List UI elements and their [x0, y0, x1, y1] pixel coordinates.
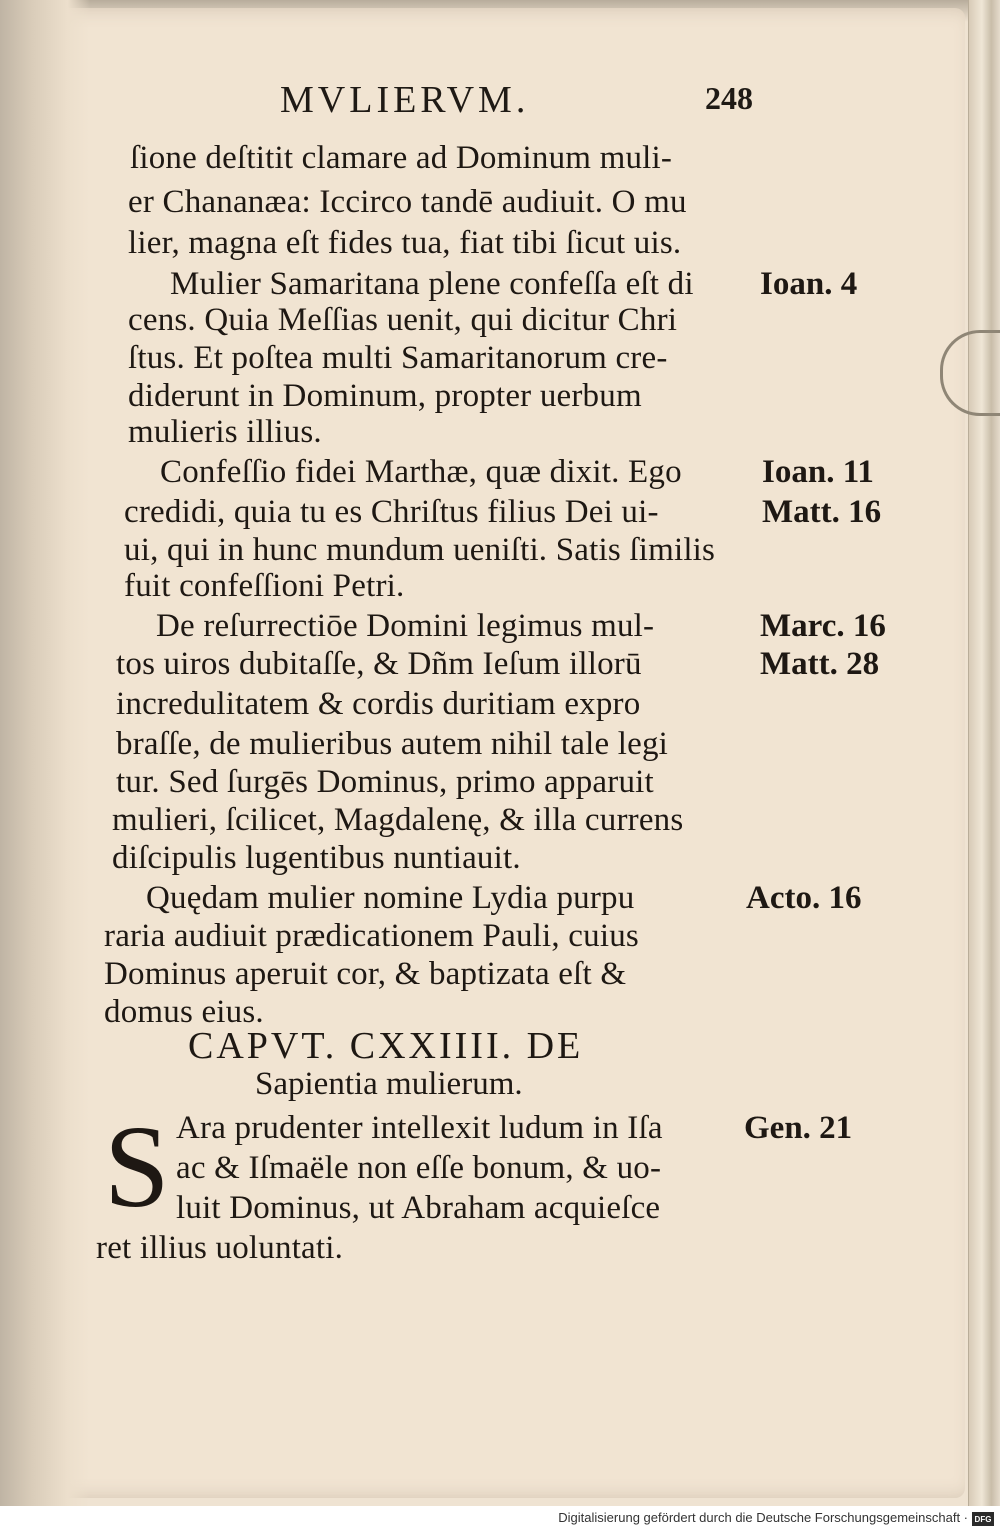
facing-page-edge	[968, 0, 1000, 1506]
margin-reference: Matt. 16	[762, 494, 882, 530]
text-line: domus eius.	[104, 994, 264, 1030]
text-line: ui, qui in hunc mundum ueniſti. Satis ſimilis	[124, 532, 716, 568]
text-line: incredulitatem & cordis duritiam expro	[116, 686, 641, 722]
text-line: credidi, quia tu es Chriſtus filius Dei ui-	[124, 494, 659, 530]
margin-reference: Ioan. 11	[762, 454, 874, 490]
text-line: lier, magna eſt fides tua, fiat tibi ſicut uis.	[128, 225, 682, 261]
text-line: luit Dominus, ut Abraham acquieſce	[176, 1190, 661, 1226]
text-line: diſcipulis lugentibus nuntiauit.	[112, 840, 521, 876]
text-line: Confeſſio fidei Marthæ, quæ dixit. Ego	[160, 454, 682, 490]
text-line: er Chananæa: Iccirco tandē audiuit. O mu	[128, 184, 687, 220]
text-line: diderunt in Dominum, propter uerbum	[128, 378, 642, 414]
text-line: braſſe, de mulieribus autem nihil tale legi	[116, 726, 669, 762]
chapter-heading: CAPVT. CXXIIII. DE	[188, 1025, 584, 1067]
margin-reference: Marc. 16	[760, 608, 886, 644]
page-number: 248	[705, 80, 753, 116]
text-line: mulieris illius.	[128, 414, 322, 450]
text-line: Dominus aperuit cor, & baptizata eſt &	[104, 956, 627, 992]
text-line: tos uiros dubitaſſe, & Dñm Ieſum illorū	[116, 646, 642, 682]
text-line: Mulier Samaritana plene confeſſa eſt di	[170, 266, 694, 302]
margin-reference: Acto. 16	[746, 880, 862, 916]
margin-reference: Matt. 28	[760, 646, 880, 682]
text-line: tur. Sed ſurgēs Dominus, primo apparuit	[116, 764, 654, 800]
drop-capital: S	[104, 1101, 170, 1232]
text-line: raria audiuit prædicationem Pauli, cuius	[104, 918, 639, 954]
running-title: MVLIERVM.	[280, 79, 530, 121]
dfg-logo-icon: DFG	[972, 1512, 994, 1526]
text-line: ſione deſtitit clamare ad Dominum muli-	[130, 140, 673, 176]
text-line: ac & Iſmaële non eſſe bonum, & uo-	[176, 1150, 662, 1186]
binding-gutter	[0, 0, 90, 1506]
text-line: Quędam mulier nomine Lydia purpu	[146, 880, 635, 916]
text-line: De reſurrectiōe Domini legimus mul-	[156, 608, 655, 644]
footer-bar	[0, 1506, 1000, 1532]
funding-credit: Digitalisierung gefördert durch die Deutsche Forschungsgemeinschaft ·	[558, 1510, 968, 1525]
text-line: ſtus. Et poſtea multi Samaritanorum cre-	[128, 340, 668, 376]
margin-reference: Ioan. 4	[760, 266, 858, 302]
text-line: cens. Quia Meſſias uenit, qui dicitur Chri	[128, 302, 678, 338]
chapter-subtitle: Sapientia mulierum.	[255, 1066, 523, 1102]
text-line: fuit confeſſioni Petri.	[124, 568, 405, 604]
text-line: Ara prudenter intellexit ludum in Iſa	[176, 1110, 663, 1146]
text-line: mulieri, ſcilicet, Magdalenę, & illa currens	[112, 802, 684, 838]
margin-reference: Gen. 21	[744, 1110, 853, 1146]
text-line: ret illius uoluntati.	[96, 1230, 344, 1266]
